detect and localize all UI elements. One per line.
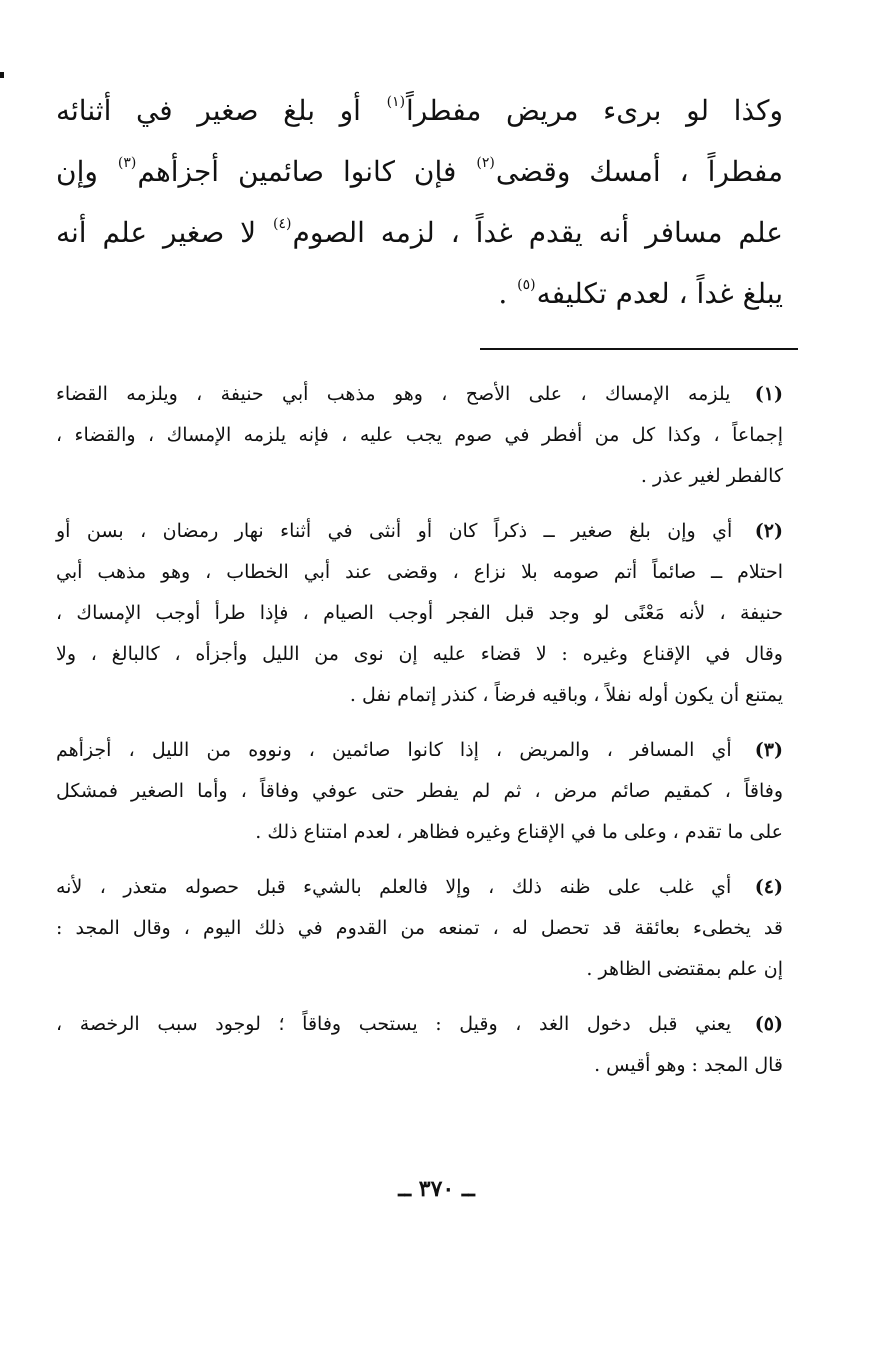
page-number: ــ ٣٧٠ ــ — [398, 1176, 475, 1202]
main-line-2: مفطراً ، أمسك وقضى$^{(٢)}$ فإن كانوا صائمين أجزأهم$^{(٣)}$ وإن — [56, 155, 783, 188]
footnote-4: (٤) أي غلب على ظنه ذلك ، وإلا فالعلم بالشيء قبل حصوله متعذر ، لأنه قد يخطىء بعائقة قد تحصل له ، تمنعه من القدوم في ذلك اليوم ، وقال المجد : إن علم بمقتضى الظاهر . — [56, 876, 783, 980]
footnote-number: (٤) — [754, 876, 783, 898]
footnote-ref-3: (٣) — [117, 155, 137, 171]
footnote-2: (٢) أي وإن بلغ صغير ــ ذكراً كان أو أنثى في أثناء نهار رمضان ، بسن أو احتلام ــ صائماً أتم صومه بلا نزاع ، وقضى عند أبي الخطاب ، وهو مذهب أبي حنيفة ، لأنه مَعْنًى لو وجد قبل الفجر أوجب الصيام ، فإذا طرأ أوجب الإمساك ، وقال في الإقناع وغيره : لا قضاء عليه إن نوى من الليل وأجزأه ، كالبالغ ، ولا يمتنع أن يكون أوله نفلاً ، وباقيه فرضاً ، كنذر إتمام نفل . — [56, 520, 783, 706]
footnote-number: (٢) — [754, 520, 783, 542]
main-text-block — [56, 80, 783, 324]
main-line-4: يبلغ غداً ، لعدم تكليفه$^{(٥)}$ . — [498, 277, 783, 310]
footnote-1: (١) يلزمه الإمساك ، على الأصح ، وهو مذهب أبي حنيفة ، ويلزمه القضاء إجماعاً ، وكذا كل من أفطر في صوم يجب عليه ، فإنه يلزمه الإمساك ، والقضاء ، كالفطر لغير عذر . — [56, 383, 783, 487]
footnote-ref-4: (٤) — [273, 216, 292, 232]
footnote-number: (١) — [754, 383, 783, 405]
footnote-5: (٥) يعني قبل دخول الغد ، وقيل : يستحب وفاقاً ؛ لوجود سبب الرخصة ، قال المجد : وهو أقيس . — [56, 1013, 783, 1076]
footnote-3: (٣) أي المسافر ، والمريض ، إذا كانوا صائمين ، ونووه من الليل ، أجزأهم وفاقاً ، كمقيم صائم مرض ، ثم لم يفطر حتى عوفي وفاقاً ، وأما الصغير فمشكل على ما تقدم ، وعلى ما في الإقناع وغيره فظاهر ، لعدم امتناع ذلك . — [56, 739, 783, 843]
footnote-ref-1: (١) — [386, 94, 406, 110]
main-paragraph — [56, 80, 783, 324]
footnotes-block — [56, 374, 783, 1100]
footnote-ref-2: (٢) — [476, 155, 495, 171]
footnote-separator — [480, 348, 798, 350]
scan-edge-mark — [0, 72, 4, 78]
footnote-number: (٣) — [754, 739, 783, 761]
footnote-number: (٥) — [754, 1013, 783, 1035]
footnote-ref-5: (٥) — [517, 277, 536, 293]
main-line-3: علم مسافر أنه يقدم غداً ، لزمه الصوم$^{(٤)}$ لا صغير علم أنه — [56, 216, 783, 249]
main-line-1: وكذا لو برىء مريض مفطراً$^{(١)}$ أو بلغ صغير في أثنائه — [56, 94, 784, 127]
